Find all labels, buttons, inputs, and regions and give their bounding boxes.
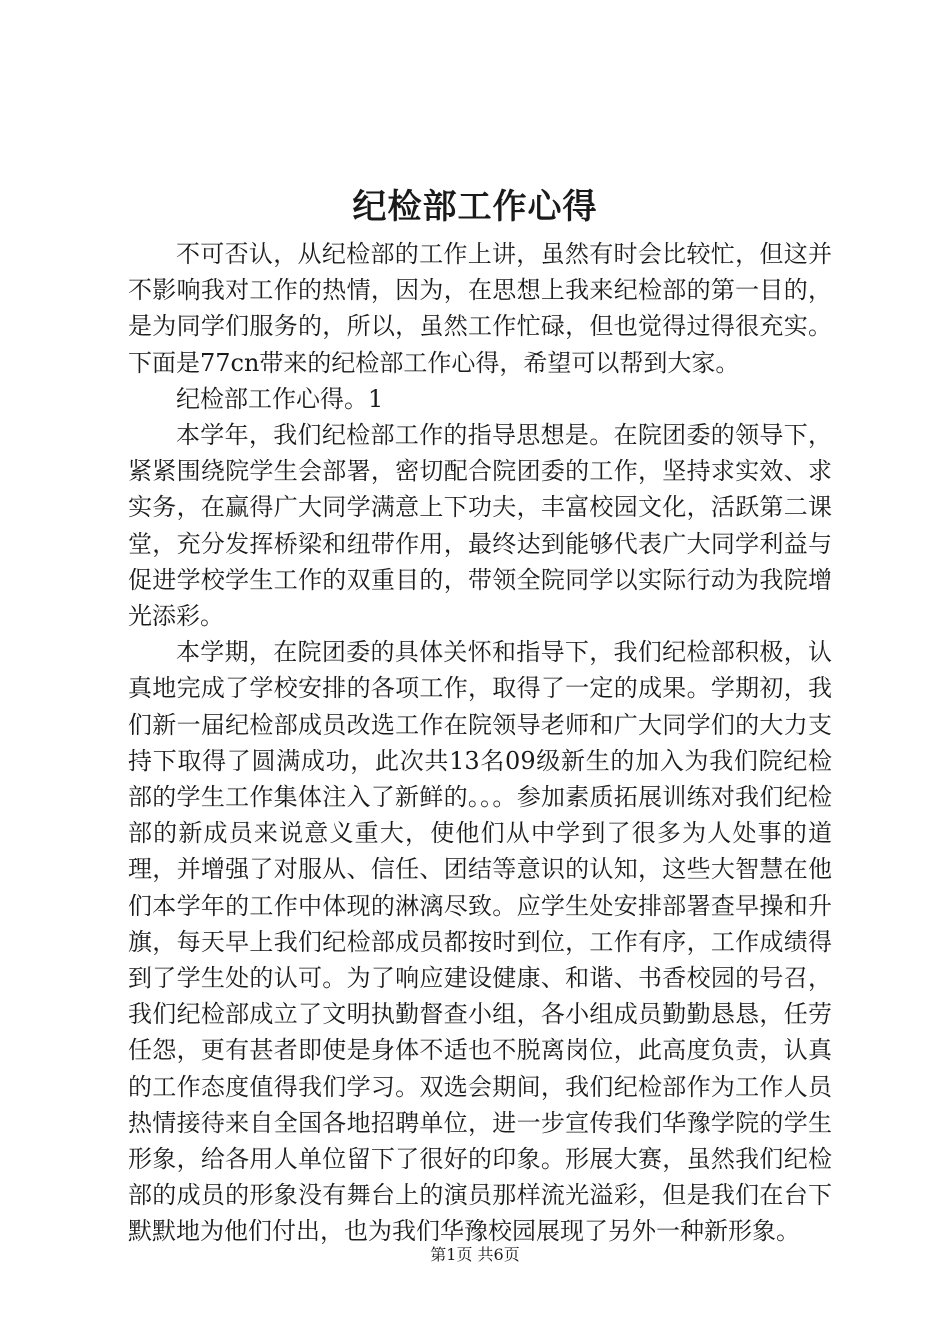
page-number-footer: 第1页 共6页 (430, 1245, 520, 1264)
intro-paragraph: 不可否认，从纪检部的工作上讲，虽然有时会比较忙，但这并不影响我对工作的热情，因为，在思想上我来纪检部的第一目的，是为同学们服务的，所以，虽然工作忙碌，但也觉得过得很充实。下面是77cn带来的纪检部工作心得，希望可以帮到大家。 (128, 240, 832, 377)
section-heading: 纪检部工作心得。1 (176, 384, 384, 413)
document-body (128, 236, 832, 1250)
document-title: 纪检部工作心得 (352, 187, 598, 227)
body-paragraph: 本学期，在院团委的具体关怀和指导下，我们纪检部积极，认真地完成了学校安排的各项工作，取得了一定的成果。学期初，我们新一届纪检部成员改选工作在院领导老师和广大同学们的大力支持下取得了圆满成功，此次共13名09级新生的加入为我们院纪检部的学生工作集体注入了新鲜的。。。参加素质拓展训练对我们纪检部的新成员来说意义重大，使他们从中学到了很多为人处事的道理，并增强了对服从、信任、团结等意识的认知，这些大智慧在他们本学年的工作中体现的淋漓尽致。应学生处安排部署查早操和升旗，每天早上我们纪检部成员都按时到位，工作有序，工作成绩得到了学生处的认可。为了响应建设健康、和谐、书香校园的号召，我们纪检部成立了文明执勤督查小组，各小组成员勤勤恳恳，任劳任怨，更有甚者即使是身体不适也不脱离岗位，此高度负责，认真的工作态度值得我们学习。双选会期间，我们纪检部作为工作人员热情接待来自全国各地招聘单位，进一步宣传我们华豫学院的学生形象，给各用人单位留下了很好的印象。形展大赛，虽然我们纪检部的成员的形象没有舞台上的演员那样流光溢彩，但是我们在台下默默地为他们付出，也为我们华豫校园展现了另外一种新形象。 (128, 638, 832, 1246)
body-paragraph: 本学年，我们纪检部工作的指导思想是。在院团委的领导下，紧紧围绕院学生会部署，密切配合院团委的工作，坚持求实效、求实务，在赢得广大同学满意上下功夫，丰富校园文化，活跃第二课堂，充分发挥桥梁和纽带作用，最终达到能够代表广大同学利益与促进学校学生工作的双重目的，带领全院同学以实际行动为我院增光添彩。 (128, 421, 832, 631)
